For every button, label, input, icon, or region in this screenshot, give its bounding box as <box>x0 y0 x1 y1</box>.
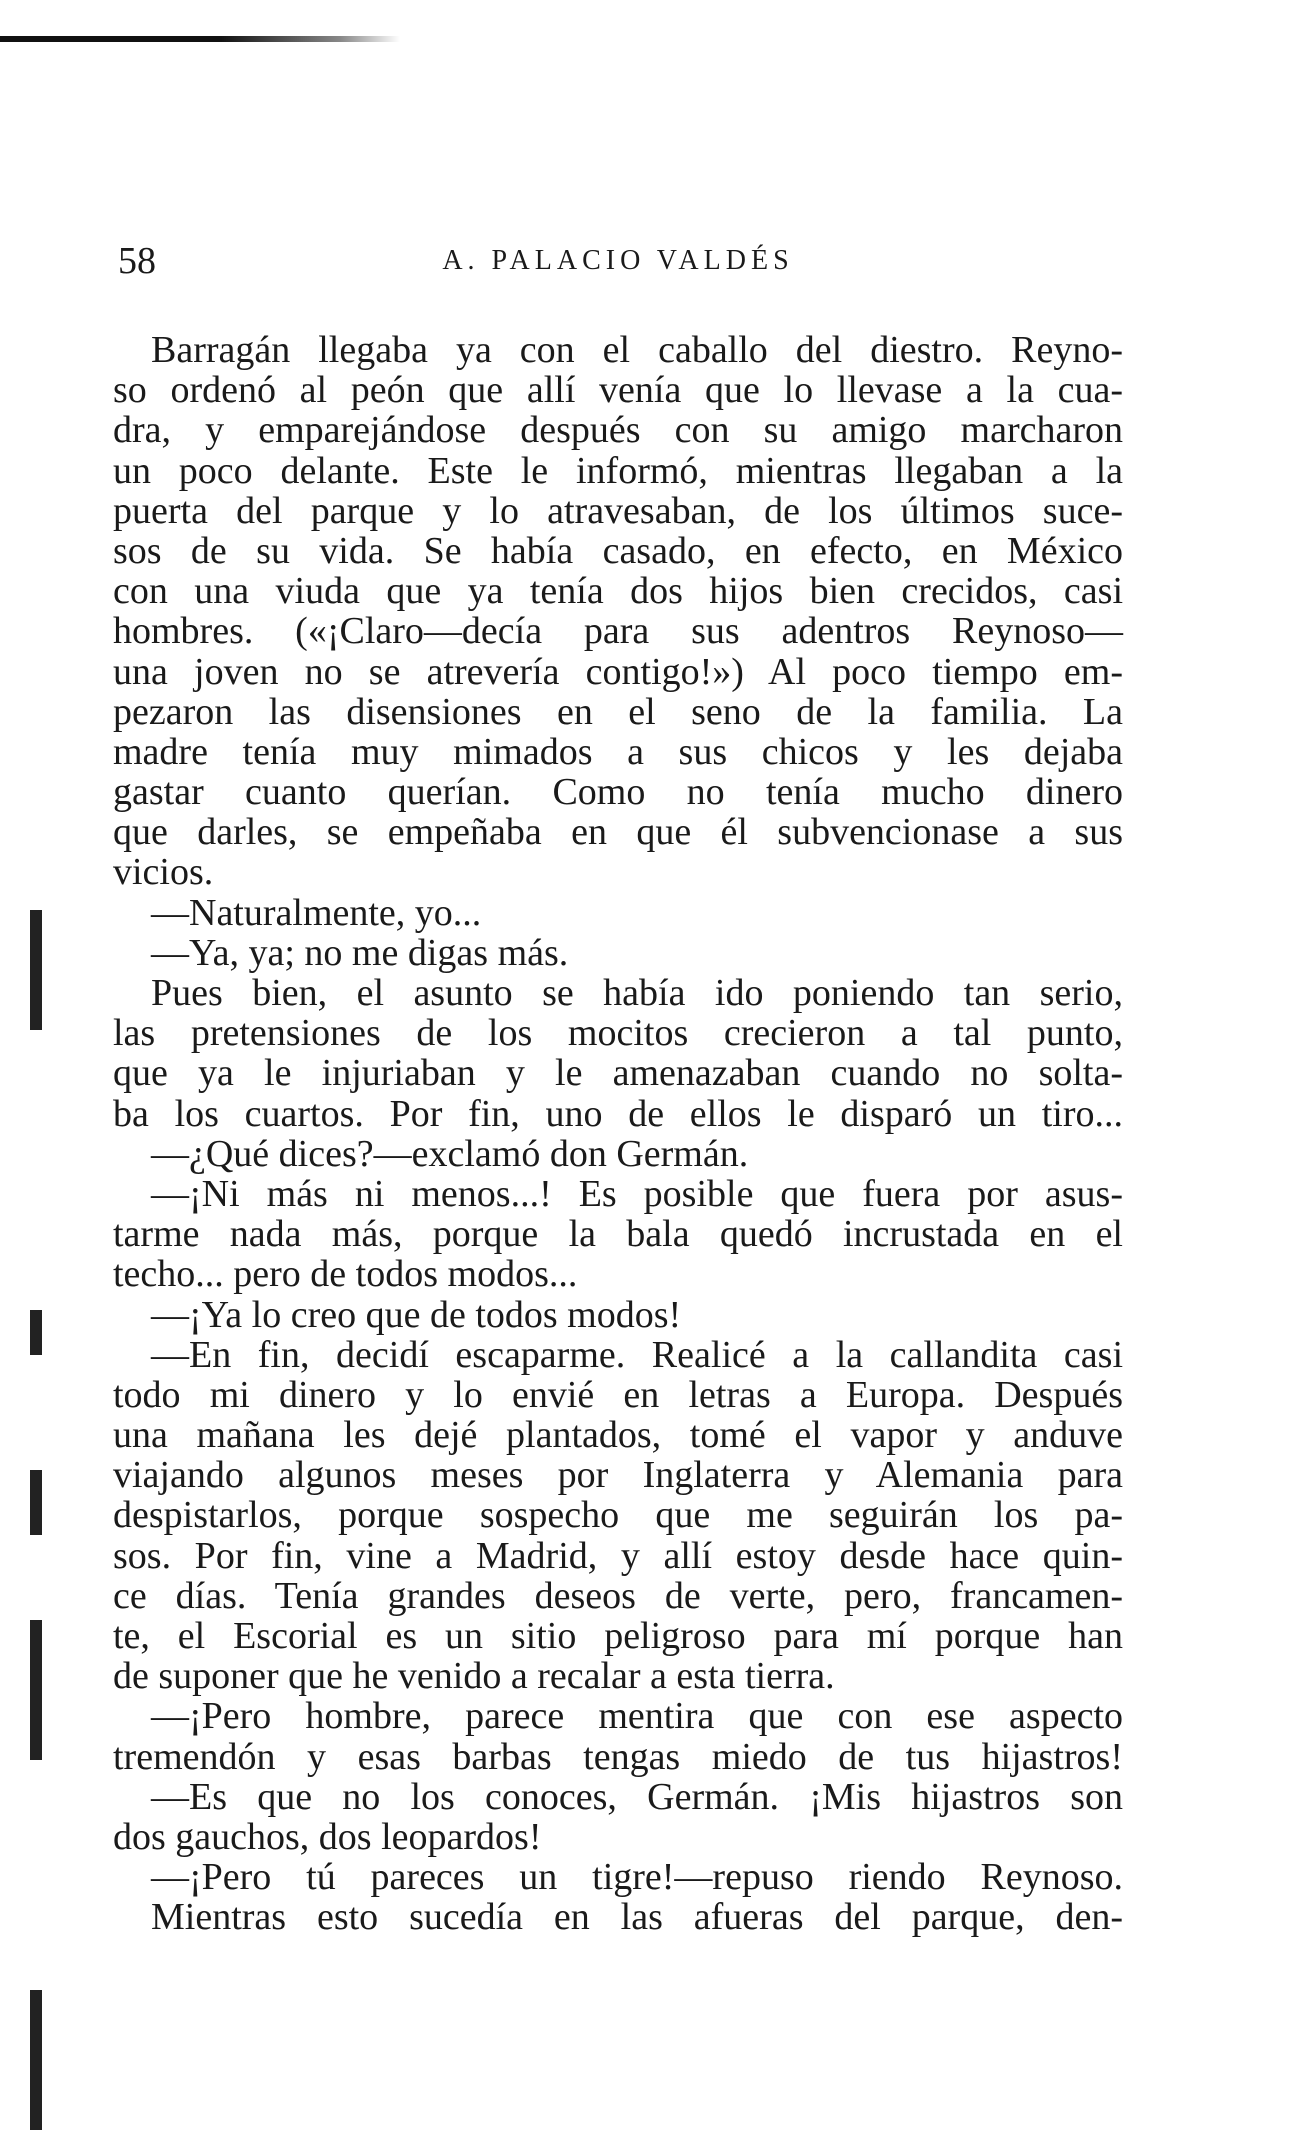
text-line: vicios. <box>113 851 214 894</box>
scan-edge-mark <box>30 1620 42 1760</box>
scan-edge-mark <box>30 1310 42 1355</box>
text-line: tarme nada más, porque la bala quedó incrustada en el <box>113 1213 1123 1256</box>
text-line: pezaron las disensiones en el seno de la familia. La <box>113 690 1123 733</box>
text-line: madre tenía muy mimados a sus chicos y les dejaba <box>113 730 1123 773</box>
text-line: hombres. («¡Claro—decía para sus adentros Reynoso— <box>113 610 1123 653</box>
text-line: Pues bien, el asunto se había ido poniendo tan serio, <box>151 972 1123 1014</box>
text-line: dos gauchos, dos leopardos! <box>113 1815 542 1858</box>
text-line: —En fin, decidí escaparme. Realicé a la callandita casi <box>151 1333 1123 1376</box>
scan-edge-mark <box>30 1990 42 2130</box>
top-rule <box>0 36 400 42</box>
text-line: Mientras esto sucedía en las afueras del parque, den- <box>151 1896 1123 1939</box>
text-line: —¡Pero hombre, parece mentira que con ese aspecto <box>151 1695 1123 1738</box>
text-line: con una viuda que ya tenía dos hijos bien crecidos, casi <box>113 570 1123 613</box>
text-line: sos. Por fin, vine a Madrid, y allí estoy desde hace quin- <box>113 1534 1123 1577</box>
text-line: —¡Pero tú pareces un tigre!—repuso riendo Reynoso. <box>151 1856 1123 1899</box>
body-text <box>113 330 1123 1938</box>
text-line: de suponer que he venido a recalar a esta tierra. <box>113 1655 835 1698</box>
text-line: so ordenó al peón que allí venía que lo llevase a la cua- <box>113 369 1123 412</box>
scan-edge-mark <box>30 910 42 1030</box>
text-line: un poco delante. Este le informó, mientras llegaban a la <box>113 449 1123 492</box>
text-line: ba los cuartos. Por fin, uno de ellos le disparó un tiro... <box>113 1092 1123 1135</box>
text-line: —Ya, ya; no me digas más. <box>151 931 569 974</box>
running-head <box>118 236 1118 286</box>
text-line: todo mi dinero y lo envié en letras a Europa. Después <box>113 1373 1123 1416</box>
text-line: ce días. Tenía grandes deseos de verte, pero, francamen- <box>113 1574 1123 1617</box>
text-line: —¿Qué dices?—exclamó don Germán. <box>151 1132 749 1175</box>
running-title: A. PALACIO VALDÉS <box>442 245 794 276</box>
text-line: tremendón y esas barbas tengas miedo de tus hijastros! <box>113 1735 1123 1778</box>
text-line: —Es que no los conoces, Germán. ¡Mis hijastros son <box>151 1775 1123 1818</box>
text-line: las pretensiones de los mocitos crecieron a tal punto, <box>113 1012 1123 1055</box>
text-line: —¡Ya lo creo que de todos modos! <box>151 1293 682 1336</box>
text-line: sos de su vida. Se había casado, en efecto, en México <box>113 529 1123 572</box>
text-line: puerta del parque y lo atravesaban, de los últimos suce- <box>113 489 1123 532</box>
text-line: gastar cuanto querían. Como no tenía mucho dinero <box>113 771 1123 814</box>
text-line: techo... pero de todos modos... <box>113 1253 578 1296</box>
text-line: que ya le injuriaban y le amenazaban cuando no solta- <box>113 1052 1123 1095</box>
text-line: una mañana les dejé plantados, tomé el vapor y anduve <box>113 1414 1123 1457</box>
scan-edge-mark <box>30 1470 42 1535</box>
text-line: Barragán llegaba ya con el caballo del diestro. Reyno- <box>151 329 1123 371</box>
text-line: viajando algunos meses por Inglaterra y Alemania para <box>113 1454 1123 1497</box>
page-number: 58 <box>118 240 156 282</box>
text-line: —Naturalmente, yo... <box>151 891 482 934</box>
text-line: despistarlos, porque sospecho que me seguirán los pa- <box>113 1494 1123 1537</box>
text-line: que darles, se empeñaba en que él subvencionase a sus <box>113 811 1123 854</box>
text-line: —¡Ni más ni menos...! Es posible que fuera por asus- <box>151 1172 1123 1215</box>
text-line: te, el Escorial es un sitio peligroso para mí porque han <box>113 1615 1123 1657</box>
text-line: una joven no se atrevería contigo!») Al poco tiempo em- <box>113 650 1123 693</box>
text-line: dra, y emparejándose después con su amigo marcharon <box>113 409 1123 452</box>
